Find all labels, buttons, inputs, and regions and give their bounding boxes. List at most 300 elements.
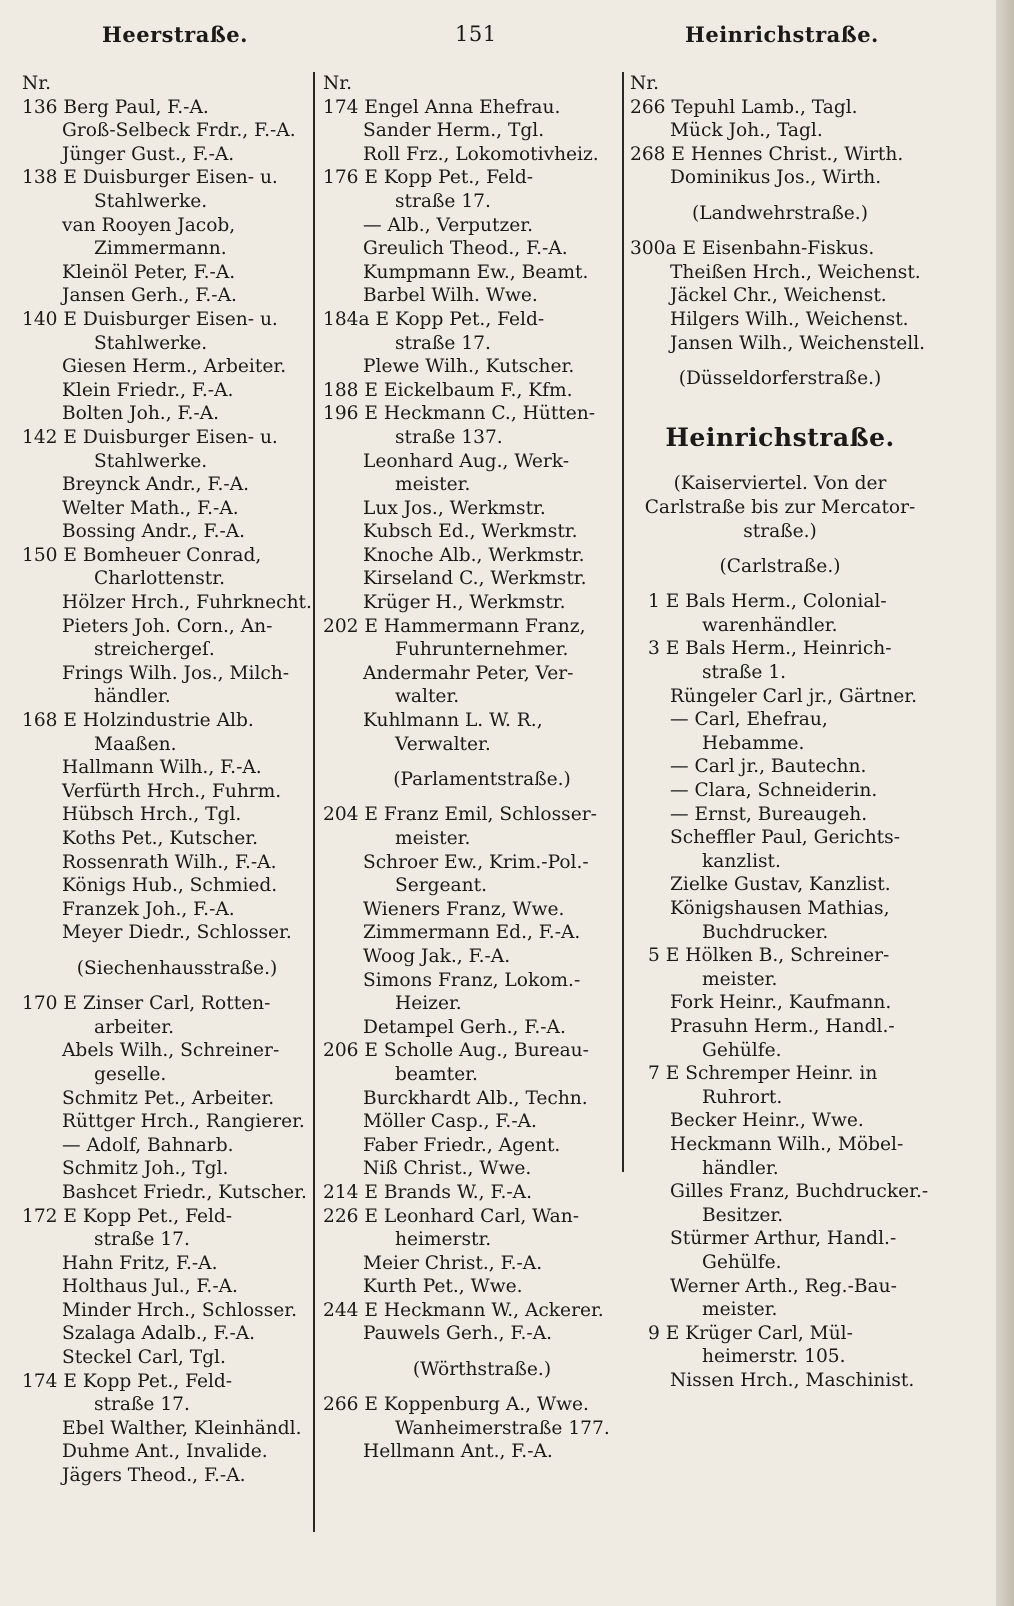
directory-entry-line: [22, 96, 332, 120]
directory-entry-line: [323, 426, 641, 450]
entry-text: 142 E Duisburger Eisen- u.: [22, 426, 278, 448]
entry-text: streichergeſ.: [94, 639, 215, 661]
entry-text: Klein Friedr., F.-A.: [62, 379, 234, 401]
entry-text: Bashcet Friedr., Kutscher.: [62, 1181, 307, 1203]
directory-entry-line: [22, 544, 332, 568]
entry-text: händler.: [702, 1157, 779, 1179]
directory-entry-line: [22, 1322, 332, 1346]
entry-text: 9 E Krüger Carl, Mül-: [648, 1322, 853, 1344]
directory-entry-line: [22, 803, 332, 827]
directory-entry-line: [323, 96, 641, 120]
directory-entry-line: [22, 1252, 332, 1276]
directory-entry-line: [22, 1110, 332, 1134]
entry-text: 244 E Heckmann W., Ackerer.: [323, 1299, 604, 1321]
entry-text: Gilles Franz, Buchdrucker.-: [670, 1181, 929, 1203]
entry-text: 184a E Kopp Pet., Feld-: [323, 308, 545, 330]
directory-entry-line: [630, 826, 930, 850]
entry-text: Szalaga Adalb., F.-A.: [62, 1323, 256, 1345]
entry-text: — Ernst, Bureaugeh.: [670, 803, 868, 825]
entry-text: Franzek Joh., F.-A.: [62, 898, 235, 920]
entry-text: Zimmermann.: [94, 238, 227, 260]
directory-entry-line: [22, 237, 332, 261]
directory-entry-line: [22, 733, 332, 757]
entry-text: Hallmann Wilh., F.-A.: [62, 757, 262, 779]
entry-text: Jäckel Chr., Weichenst.: [670, 285, 887, 307]
directory-entry-line: [323, 1087, 641, 1111]
entry-text: Schmitz Joh., Tgl.: [62, 1158, 229, 1180]
directory-entry-line: [22, 119, 332, 143]
running-head-right: Heinrichstraße.: [685, 22, 879, 47]
directory-entry-line: [22, 355, 332, 379]
directory-entry-line: [323, 261, 641, 285]
directory-entry-line: [22, 190, 332, 214]
entry-text: 176 E Kopp Pet., Feld-: [323, 167, 534, 189]
directory-entry-line: [630, 1369, 930, 1393]
entry-text: Meier Christ., F.-A.: [363, 1252, 543, 1274]
entry-text: straße 17.: [395, 332, 491, 354]
directory-entry-line: [323, 1157, 641, 1181]
entry-text: 266 Tepuhl Lamb., Tagl.: [630, 96, 858, 118]
entry-text: Kubsch Ed., Werkmstr.: [363, 521, 578, 543]
directory-entry-line: [323, 1181, 641, 1205]
entry-text: Bossing Andr., F.-A.: [62, 521, 246, 543]
page-number: 151: [455, 22, 497, 46]
description-line: (Kaiserviertel. Von der: [673, 473, 887, 495]
entry-text: Rüttger Hrch., Rangierer.: [62, 1111, 305, 1133]
entry-text: Nr.: [323, 73, 353, 94]
entry-text: 226 E Leonhard Carl, Wan-: [323, 1205, 579, 1227]
directory-entry-line: [323, 143, 641, 167]
directory-entry-line: [323, 214, 641, 238]
directory-entry-line: [323, 1299, 641, 1323]
entry-text: Fork Heinr., Kaufmann.: [670, 992, 892, 1014]
entry-text: Buchdrucker.: [702, 921, 829, 943]
entry-text: 174 Engel Anna Ehefrau.: [323, 96, 561, 118]
directory-entry-line: [323, 544, 641, 568]
directory-entry-line: [323, 733, 641, 757]
entry-text: Kleinöl Peter, F.-A.: [62, 261, 236, 283]
directory-entry-line: [22, 261, 332, 285]
directory-entry-line: [323, 1275, 641, 1299]
entry-text: 188 E Eickelbaum F., Kfm.: [323, 379, 573, 401]
directory-entry-line: [323, 1016, 641, 1040]
directory-entry-line: [22, 1299, 332, 1323]
directory-entry-line: [630, 873, 930, 897]
directory-entry-line: [22, 685, 332, 709]
directory-entry-line: [630, 614, 930, 638]
directory-entry-line: [630, 1157, 930, 1181]
directory-entry-line: [323, 662, 641, 686]
directory-entry-line: [630, 708, 930, 732]
entry-text: 1 E Bals Herm., Colonial-: [648, 591, 887, 613]
directory-entry-line: [630, 1109, 930, 1133]
entry-text: Stahlwerke.: [94, 450, 208, 472]
directory-entry-line: [323, 1039, 641, 1063]
directory-entry-line: [323, 969, 641, 993]
directory-entry-line: [323, 1228, 641, 1252]
directory-entry-line: [323, 497, 641, 521]
directory-entry-line: [630, 1180, 930, 1204]
directory-entry-line: [22, 379, 332, 403]
directory-entry-line: [323, 709, 641, 733]
entry-text: walter.: [395, 686, 460, 708]
directory-entry-line: [22, 426, 332, 450]
entry-text: Hahn Fritz, F.-A.: [62, 1252, 218, 1274]
entry-text: 170 E Zinser Carl, Rotten-: [22, 993, 271, 1015]
directory-entry-line: [630, 1227, 930, 1251]
street-section-heading: (Parlamentstraße.): [393, 769, 571, 791]
entry-text: Stahlwerke.: [94, 190, 208, 212]
directory-entry-line: [630, 968, 930, 992]
directory-entry-line: [630, 661, 930, 685]
entry-text: meister.: [702, 968, 778, 990]
entry-text: 168 E Holzindustrie Alb.: [22, 710, 254, 732]
entry-text: Koths Pet., Kutscher.: [62, 828, 258, 849]
directory-entry-line: [323, 450, 641, 474]
entry-text: Plewe Wilh., Kutscher.: [363, 356, 575, 378]
entry-text: Schmitz Pet., Arbeiter.: [62, 1087, 275, 1109]
entry-text: — Carl, Ehefrau,: [670, 709, 828, 731]
entry-text: — Adolf, Bahnarb.: [62, 1134, 234, 1156]
directory-entry-line: [22, 851, 332, 875]
street-section-heading: (Wörthstraße.): [412, 1358, 552, 1380]
entry-text: heimerstr. 105.: [702, 1346, 846, 1368]
entry-text: Duhme Ant., Invalide.: [62, 1441, 268, 1463]
street-description: [630, 472, 930, 543]
entry-text: 206 E Scholle Aug., Bureau-: [323, 1040, 589, 1062]
directory-entry-line: [630, 850, 930, 874]
entry-text: Barbel Wilh. Wwe.: [363, 285, 538, 307]
directory-entry-line: [323, 1063, 641, 1087]
entry-text: Rüngeler Carl jr., Gärtner.: [670, 685, 918, 707]
directory-entry-line: [323, 591, 641, 615]
directory-entry-line: [630, 1345, 930, 1369]
directory-entry-line: [22, 166, 332, 190]
directory-entry-line: [630, 72, 930, 96]
directory-entry-line: [630, 755, 930, 779]
directory-entry-line: [22, 1181, 332, 1205]
directory-entry-line: [630, 803, 930, 827]
entry-text: Wanheimerstraße 177.: [395, 1417, 610, 1439]
entry-text: Scheffler Paul, Gerichts-: [670, 827, 900, 849]
directory-entry-line: [323, 945, 641, 969]
entry-text: Faber Friedr., Agent.: [363, 1134, 561, 1156]
entry-text: Charlottenstr.: [94, 568, 226, 590]
entry-text: 268 E Hennes Christ., Wirth.: [630, 143, 904, 165]
entry-text: 136 Berg Paul, F.-A.: [22, 96, 209, 118]
directory-entry-line: [22, 1157, 332, 1181]
entry-text: Zielke Gustav, Kanzlist.: [670, 874, 891, 896]
directory-entry-line: [630, 166, 930, 190]
directory-entry-line: [22, 709, 332, 733]
entry-text: geselle.: [94, 1063, 167, 1085]
directory-entry-line: [22, 1087, 332, 1111]
directory-entry-line: [22, 520, 332, 544]
directory-entry-line: [630, 1322, 930, 1346]
entry-text: Lux Jos., Werkmstr.: [363, 497, 546, 519]
directory-entry-line: [630, 284, 930, 308]
directory-entry-line: [22, 1464, 332, 1488]
entry-text: Abels Wilh., Schreiner-: [62, 1040, 280, 1062]
directory-entry-line: [22, 332, 332, 356]
directory-entry-line: [22, 898, 332, 922]
entry-text: Verfürth Hrch., Fuhrm.: [62, 780, 282, 802]
entry-text: Simons Franz, Lokom.-: [363, 969, 581, 991]
entry-text: Werner Arth., Reg.-Bau-: [670, 1275, 897, 1297]
entry-text: Breynck Andr., F.-A.: [62, 474, 250, 496]
entry-text: Nr.: [22, 73, 52, 94]
entry-text: Woog Jak., F.-A.: [363, 945, 511, 967]
directory-entry-line: [22, 1063, 332, 1087]
directory-entry-line: [323, 898, 641, 922]
entry-text: 204 E Franz Emil, Schlosser-: [323, 804, 597, 826]
directory-entry-line: [323, 308, 641, 332]
entry-text: Schroer Ew., Krim.-Pol.-: [363, 851, 589, 873]
directory-entry-line: [22, 1440, 332, 1464]
entry-text: Dominikus Jos., Wirth.: [670, 167, 882, 189]
entry-text: Stahlwerke.: [94, 332, 208, 354]
directory-entry-line: [630, 1015, 930, 1039]
entry-text: Minder Hrch., Schlosser.: [62, 1299, 297, 1321]
entry-text: Gehülfe.: [702, 1039, 782, 1061]
directory-entry-line: [323, 190, 641, 214]
column-1: [22, 72, 332, 1488]
entry-text: Giesen Herm., Arbeiter.: [62, 356, 287, 378]
entry-text: 196 E Heckmann C., Hütten-: [323, 403, 596, 425]
directory-entry-line: [323, 874, 641, 898]
directory-entry-line: [22, 1228, 332, 1252]
directory-entry-line: [22, 308, 332, 332]
directory-entry-line: [323, 402, 641, 426]
entry-text: straße 17.: [94, 1394, 190, 1416]
entry-text: Heizer.: [395, 993, 462, 1015]
entry-text: Pieters Joh. Corn., An-: [62, 615, 273, 637]
description-line: Carlstraße bis zur Mercator-: [644, 496, 916, 518]
entry-text: Kurth Pet., Wwe.: [363, 1276, 523, 1298]
directory-entry-line: [630, 1133, 930, 1157]
directory-entry-line: [630, 308, 930, 332]
entry-text: Jünger Gust., F.-A.: [62, 143, 235, 165]
entry-text: Königshausen Mathias,: [670, 898, 890, 919]
directory-entry-line: [323, 284, 641, 308]
entry-text: heimerstr.: [395, 1229, 492, 1251]
entry-text: Heckmann Wilh., Möbel-: [670, 1133, 904, 1155]
entry-text: 138 E Duisburger Eisen- u.: [22, 167, 278, 189]
page-edge: [996, 0, 1014, 1606]
entry-text: Knoche Alb., Werkmstr.: [363, 544, 585, 566]
directory-entry-line: [630, 96, 930, 120]
directory-entry-line: [323, 1110, 641, 1134]
directory-entry-line: [323, 685, 641, 709]
directory-entry-line: [323, 379, 641, 403]
entry-text: 3 E Bals Herm., Heinrich-: [648, 638, 892, 660]
entry-text: Detampel Gerh., F.-A.: [363, 1016, 566, 1038]
directory-entry-line: [323, 237, 641, 261]
directory-entry-line: [22, 1134, 332, 1158]
directory-entry-line: [22, 1346, 332, 1370]
directory-entry-line: [630, 779, 930, 803]
entry-text: Pauwels Gerh., F.-A.: [363, 1323, 553, 1345]
entry-text: Bolten Joh., F.-A.: [62, 403, 220, 425]
directory-entry-line: [22, 284, 332, 308]
entry-text: Möller Casp., F.-A.: [363, 1111, 537, 1133]
directory-entry-line: [22, 1393, 332, 1417]
directory-entry-line: [323, 1393, 641, 1417]
directory-entry-line: [22, 567, 332, 591]
entry-text: händler.: [94, 686, 171, 708]
entry-text: Niß Christ., Wwe.: [363, 1158, 532, 1180]
entry-text: Jansen Wilh., Weichenstell.: [670, 332, 926, 354]
entry-text: Fuhrunternehmer.: [395, 639, 569, 661]
directory-entry-line: [22, 1016, 332, 1040]
entry-text: Sergeant.: [395, 875, 487, 897]
entry-text: kanzlist.: [702, 850, 781, 872]
directory-entry-line: [22, 72, 332, 96]
entry-text: Andermahr Peter, Ver-: [363, 662, 574, 684]
entry-text: Nr.: [630, 73, 660, 94]
directory-entry-line: [323, 355, 641, 379]
directory-entry-line: [323, 827, 641, 851]
entry-text: 150 E Bomheuer Conrad,: [22, 544, 262, 566]
entry-text: Jägers Theod., F.-A.: [62, 1465, 246, 1487]
entry-text: Roll Frz., Lokomotivheiz.: [363, 143, 599, 165]
directory-entry-line: [630, 1275, 930, 1299]
directory-entry-line: [630, 991, 930, 1015]
entry-text: Rossenrath Wilh., F.-A.: [62, 851, 277, 873]
street-section-heading: (Düsseldorferstraße.): [678, 367, 882, 389]
directory-entry-line: [323, 332, 641, 356]
entry-text: Frings Wilh. Jos., Milch-: [62, 662, 290, 684]
entry-text: Jansen Gerh., F.-A.: [62, 285, 237, 307]
directory-entry-line: [630, 1204, 930, 1228]
entry-text: Stürmer Arthur, Handl.-: [670, 1228, 897, 1250]
street-title: Heinrichstraße.: [665, 422, 895, 452]
directory-entry-line: [22, 591, 332, 615]
directory-entry-line: [22, 921, 332, 945]
entry-text: Krüger H., Werkmstr.: [363, 592, 566, 614]
entry-text: 7 E Schremper Heinr. in: [648, 1063, 878, 1085]
entry-text: Gehülfe.: [702, 1251, 782, 1273]
directory-entry-line: [22, 756, 332, 780]
directory-entry-line: [630, 897, 930, 921]
entry-text: beamter.: [395, 1063, 478, 1085]
directory-entry-line: [323, 72, 641, 96]
entry-text: Kumpmann Ew., Beamt.: [363, 261, 589, 283]
directory-entry-line: [22, 143, 332, 167]
directory-entry-line: [630, 637, 930, 661]
entry-text: Nissen Hrch., Maschinist.: [670, 1369, 915, 1391]
entry-text: 140 E Duisburger Eisen- u.: [22, 308, 278, 330]
directory-entry-line: [630, 143, 930, 167]
entry-text: meister.: [702, 1299, 778, 1321]
entry-text: 266 E Koppenburg A., Wwe.: [323, 1394, 589, 1416]
directory-entry-line: [323, 992, 641, 1016]
entry-text: straße 17.: [94, 1229, 190, 1251]
entry-text: Theißen Hrch., Weichenst.: [670, 261, 921, 283]
directory-entry-line: [22, 1275, 332, 1299]
running-head-left: Heerstraße.: [102, 22, 248, 47]
directory-entry-line: [323, 615, 641, 639]
directory-entry-line: [630, 332, 930, 356]
directory-entry-line: [22, 992, 332, 1016]
entry-text: Mück Joh., Tagl.: [670, 120, 823, 142]
entry-text: Hübsch Hrch., Tgl.: [62, 804, 242, 826]
directory-entry-line: [630, 1298, 930, 1322]
entry-text: Hebamme.: [702, 732, 805, 754]
entry-text: meister.: [395, 828, 471, 849]
directory-entry-line: [630, 1062, 930, 1086]
directory-entry-line: [630, 119, 930, 143]
directory-entry-line: [323, 1440, 641, 1464]
entry-text: Steckel Carl, Tgl.: [62, 1347, 226, 1369]
directory-entry-line: [22, 1205, 332, 1229]
entry-text: Kuhlmann L. W. R.,: [363, 710, 543, 732]
entry-text: — Clara, Schneiderin.: [670, 780, 878, 802]
street-section-heading: (Landwehrstraße.): [692, 202, 868, 224]
directory-entry-line: [323, 638, 641, 662]
street-section-heading: (Carlstraße.): [719, 555, 841, 577]
entry-text: 214 E Brands W., F.-A.: [323, 1181, 532, 1203]
entry-text: Kirseland C., Werkmstr.: [363, 568, 587, 590]
entry-text: Greulich Theod., F.-A.: [363, 238, 568, 260]
entry-text: 202 E Hammermann Franz,: [323, 615, 586, 637]
directory-entry-line: [630, 732, 930, 756]
entry-text: Ruhrort.: [702, 1086, 783, 1108]
directory-entry-line: [22, 827, 332, 851]
directory-entry-line: [323, 851, 641, 875]
entry-text: 174 E Kopp Pet., Feld-: [22, 1370, 233, 1392]
directory-entry-line: [323, 1205, 641, 1229]
entry-text: Groß-Selbeck Frdr., F.-A.: [62, 120, 296, 142]
directory-entry-line: [22, 874, 332, 898]
entry-text: Wieners Franz, Wwe.: [363, 898, 565, 920]
directory-entry-line: [323, 1322, 641, 1346]
entry-text: Besitzer.: [702, 1204, 784, 1226]
entry-text: arbeiter.: [94, 1016, 175, 1038]
directory-entry-line: [323, 1417, 641, 1441]
entry-text: straße 1.: [702, 662, 787, 684]
entry-text: Hellmann Ant., F.-A.: [363, 1441, 553, 1463]
directory-entry-line: [323, 1134, 641, 1158]
directory-entry-line: [630, 685, 930, 709]
directory-entry-line: [630, 1251, 930, 1275]
directory-entry-line: [630, 944, 930, 968]
entry-text: Holthaus Jul., F.-A.: [62, 1276, 238, 1298]
directory-entry-line: [630, 1086, 930, 1110]
directory-entry-line: [22, 497, 332, 521]
directory-entry-line: [22, 615, 332, 639]
entry-text: Maaßen.: [94, 733, 177, 755]
directory-entry-line: [323, 166, 641, 190]
directory-entry-line: [22, 1039, 332, 1063]
entry-text: — Alb., Verputzer.: [363, 214, 534, 236]
directory-entry-line: [323, 921, 641, 945]
directory-entry-line: [22, 450, 332, 474]
directory-entry-line: [323, 1252, 641, 1276]
entry-text: Hölzer Hrch., Fuhrknecht.: [62, 592, 312, 614]
directory-entry-line: [630, 237, 930, 261]
entry-text: straße 137.: [395, 426, 503, 448]
directory-entry-line: [630, 921, 930, 945]
entry-text: Leonhard Aug., Werk-: [363, 450, 570, 472]
directory-entry-line: [22, 1417, 332, 1441]
directory-entry-line: [22, 638, 332, 662]
directory-entry-line: [22, 402, 332, 426]
directory-entry-line: [22, 214, 332, 238]
entry-text: Becker Heinr., Wwe.: [670, 1110, 864, 1132]
directory-entry-line: [22, 473, 332, 497]
entry-text: Burckhardt Alb., Techn.: [363, 1087, 588, 1109]
